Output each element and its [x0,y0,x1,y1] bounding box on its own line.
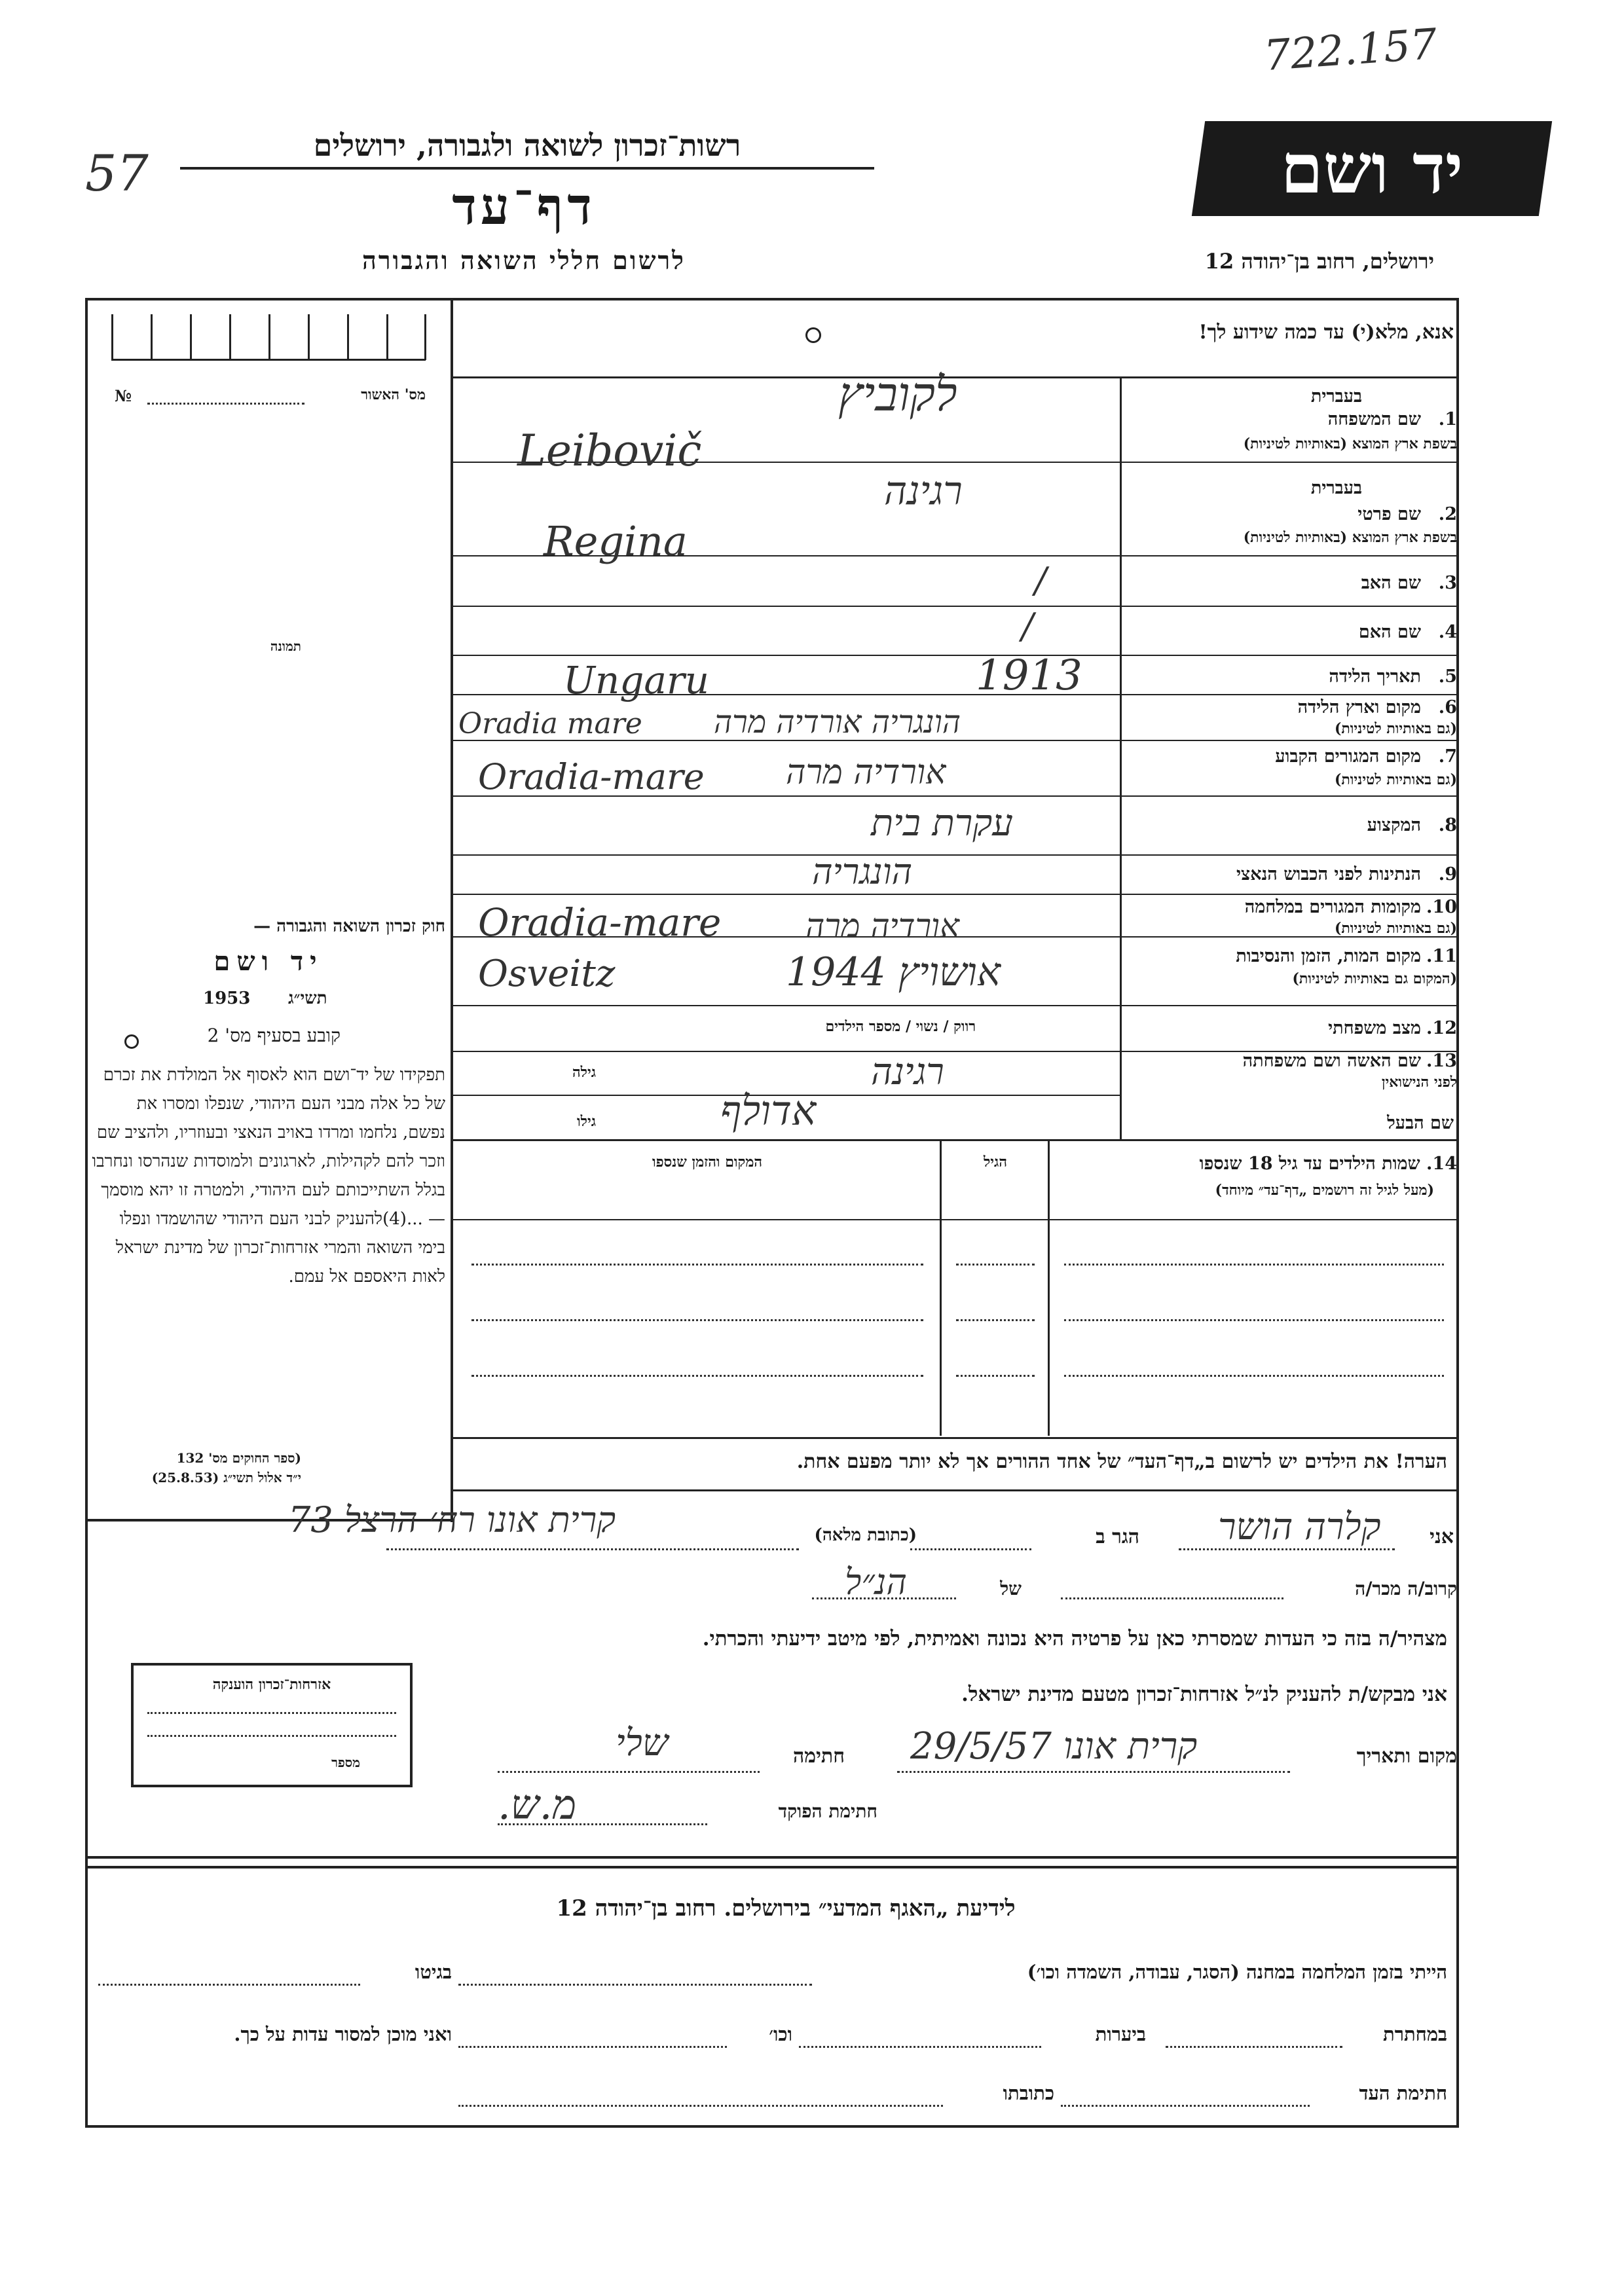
field-10-sub: (גם באותיות לטיניות) [1334,920,1457,937]
corner-handwritten-number: 57 [85,144,149,202]
field-8-value[interactable]: עקרת בית [871,802,1013,845]
children-sub: (מעל לגיל זה רושמים „דף־עד״ מיוחד) [1215,1182,1434,1199]
law-year: 1953 [203,989,251,1008]
header-address: ירושלים, רחוב בן־יהודה 12 [1204,249,1434,274]
field-1-hebrew-label: בעברית [1310,386,1362,407]
wife-name-value[interactable]: רגינה [871,1051,944,1093]
field-7-sub: (גם באותיות לטיניות) [1334,771,1457,788]
children-age-header: הגיל [984,1154,1007,1171]
field-11-label: מקום המות, הזמן והנסיבות [1236,946,1421,966]
field-4-num: 4. [1438,622,1457,642]
field-10-value-latin[interactable]: Oradia-mare [478,900,722,945]
children-note: הערה! את הילדים יש לרשום ב„דף־העד״ של אחד ההורים אך לא יותר מפעם אחת. [796,1450,1447,1473]
field-1-value-latin[interactable]: Leibovič [517,426,702,476]
children-place-header: המקום והזמן שנספו [652,1154,763,1171]
ghetto-label: בגיטו [415,1961,452,1983]
field-11-sub: (המקום גם באותיות לטיניות) [1292,970,1457,987]
resides-label: הגר ב [1096,1525,1139,1548]
field-6-num: 6. [1438,697,1457,718]
field-6-value-hebrew[interactable]: הונגריה אורדיה מרה [714,704,961,740]
field-11-value-latin[interactable]: Osveitz [478,953,616,995]
field-1-num: 1. [1438,409,1457,429]
intro-bullet [805,327,821,343]
field-1-value-hebrew[interactable]: לקוביץ [838,367,957,422]
cert-number-prefix: № [115,386,132,405]
field-12-label: מצב משפחתי [1328,1018,1421,1038]
field-1-label: שם המשפחה [1327,409,1421,429]
field-4-value[interactable]: / [1022,606,1034,647]
witness-signature-label: חתימת העד [1359,2082,1447,2104]
field-13-num: 13. [1426,1051,1457,1071]
field-12-options[interactable]: רווק / נשוי / מספר הילדים [825,1018,976,1035]
law-hebrew-year: תשי״ג [288,989,327,1008]
signature-value[interactable]: שלי [616,1722,669,1764]
field-5-num: 5. [1438,666,1457,687]
law-title: חוק זכרון השואה והגבורה — [253,917,445,936]
field-3-label: שם האב [1361,573,1421,593]
relative-label: קרוב/ה מכר/ה [1355,1578,1457,1599]
wife-age-label: גילה [572,1064,596,1081]
field-7-value-latin[interactable]: Oradia-mare [478,756,705,797]
field-2-label: שם פרטי [1357,504,1421,524]
law-name: יד ושם [213,946,323,977]
field-2-num: 2. [1438,504,1457,524]
declarant-address[interactable]: קרית אונו רח׳ הרצל 73 [288,1499,616,1540]
law-text: תפקידו של יד־ושם הוא לאסוף אל המולדת את זכרם של כל אלה מבני העם היהודי, שנפלו ומסרו את נפשם, נלחמו ומרדו באויב הנאצי ובעוזריו, ולהציב שם וזכר להם לקהילות, לארגונים ולמוסדות שנהרסו ונחרבו בגלל השתייכותם לעם היהודי, ולמטרה זו יהא מוסמך — ...(4)להעניק לבני העם היהודי שהושמדו ונפלו בימי השואה והמרי אזרחות־זכרון של מדינת ישראל לאות היאספם אל עמם. [92,1065,445,1286]
law-bullet [124,1034,139,1049]
side-panel-divider [451,298,453,1522]
field-13-sub: לפני הנישואין [1381,1074,1457,1091]
label-column-divider [1120,376,1122,1139]
officer-signature[interactable]: מ.ש. [498,1781,577,1829]
place-date-label: מקום ותאריך [1356,1745,1457,1768]
camp-line-text: הייתי בזמן המלחמה במחנה (הסגר, עבודה, השמדה וכו׳) [1027,1961,1447,1983]
photo-label: תמונה [270,638,301,654]
field-3-num: 3. [1438,573,1457,593]
field-11-value-hebrew[interactable]: אושויץ 1944 [786,949,1001,995]
forests-label: ביערות [1095,2023,1146,2045]
logo-text: יד ושם [1280,128,1464,209]
field-3-value[interactable]: / [1035,560,1047,601]
husband-age-label: גילו [577,1113,596,1130]
field-2-value-hebrew[interactable]: רגינה [884,468,963,514]
field-8-num: 8. [1438,815,1457,835]
yad-vashem-logo [1192,121,1552,216]
law-reference-2: י״ד אלול תשי״ג (25.8.53) [151,1470,301,1485]
underground-label: במחתרת [1383,2023,1447,2045]
signature-label: חתימה [793,1745,845,1768]
field-7-label: מקום המגורים הקבוע [1275,746,1421,767]
relation-of-value[interactable]: הנ״ל [845,1561,907,1603]
field-9-label: הנתינות לפני הכבוש הנאצי [1236,864,1421,884]
declaration-statement: מצהיר/ה בזה כי העדות שמסרתי כאן על פרטיה היא נכונה ואמיתית, לפי מיטב ידיעתי והכרתי. [702,1627,1447,1650]
form-intro: אנא, מלא(י) עד כמה שידוע לך! [1198,321,1454,344]
form-title: דף־עד [452,177,596,236]
field-2-sub: בשפת ארץ המוצא (באותיות לטיניות) [1243,529,1457,546]
field-12-num: 12. [1426,1018,1457,1038]
field-5-label: תאריך הלידה [1329,666,1421,687]
citizenship-box-number: מספר [331,1755,360,1770]
of-label: של [1000,1578,1022,1599]
field-9-num: 9. [1438,864,1457,884]
cert-ticks [111,314,426,360]
field-10-num: 10. [1426,897,1457,917]
scientific-dept-title: לידיעת „האגף המדעי״ בירושלים. רחוב בן־יהודה 12 [556,1895,1016,1922]
field-10-label: מקומות המגורים במלחמה [1244,897,1421,917]
husband-name-value[interactable]: אדולף [720,1087,817,1135]
field-8-label: המקצוע [1367,815,1421,835]
testimony-offer: ואני מוכן למסור עדות על כך. [234,2023,452,2045]
field-10-value-hebrew[interactable]: אורדיה מרה [805,907,959,945]
authority-name: רשות־זכרון לשואה ולגבורה, ירושלים [180,128,874,170]
cert-number-label: מס' האשור [361,386,426,403]
husband-label: שם הבעל [1387,1113,1454,1133]
archive-handwritten-number: 722.157 [1262,20,1439,81]
law-reference-1: (ספר החוקים מס' 132 [176,1450,301,1466]
field-9-value[interactable]: הונגריה [812,851,913,892]
field-7-value-hebrew[interactable]: אורדיה מרה [786,753,946,792]
field-5-value-country[interactable]: Ungaru [563,658,710,702]
declarant-label: אני [1430,1525,1454,1548]
field-11-num: 11. [1426,946,1457,966]
place-date-value[interactable]: קרית אונו 29/5/57 [910,1725,1198,1768]
field-6-label: מקום וארץ הלידה [1297,697,1421,718]
field-2-hebrew-label: בעברית [1310,478,1362,498]
field-4-label: שם האם [1358,622,1421,642]
field-1-sub: בשפת ארץ המוצא (באותיות לטיניות) [1243,435,1457,452]
etc-label: וכו׳ [769,2023,792,2045]
field-7-num: 7. [1438,746,1457,767]
declarant-name[interactable]: קלרה הושר [1218,1506,1381,1548]
address-label: (כתובת מלאה) [814,1525,917,1545]
field-6-value-latin[interactable]: Oradia mare [458,707,642,740]
field-6-sub: (גם באותיות לטיניות) [1334,720,1457,737]
law-clause: קובע בסעיף מס' 2 [207,1025,341,1046]
field-2-value-latin[interactable]: Regina [544,517,688,565]
children-label: 14. שמות הילדים עד גיל 18 שנספו [1199,1154,1457,1174]
officer-label: חתימת הפוקד [778,1800,877,1822]
form-subtitle: לרשום חללי השואה והגבורה [362,246,686,275]
field-5-value-year[interactable]: 1913 [976,651,1082,700]
citizenship-box-title: אזרחות־זכרון הוענקה [212,1676,331,1693]
witness-address-label: כתובתו [1003,2082,1054,2104]
citizenship-request: אני מבקש/ת להעניק לנ״ל אזרחות־זכרון מטעם מדינת ישראל. [961,1683,1447,1706]
field-13-label: שם האשה ושם משפחתה [1242,1051,1421,1071]
